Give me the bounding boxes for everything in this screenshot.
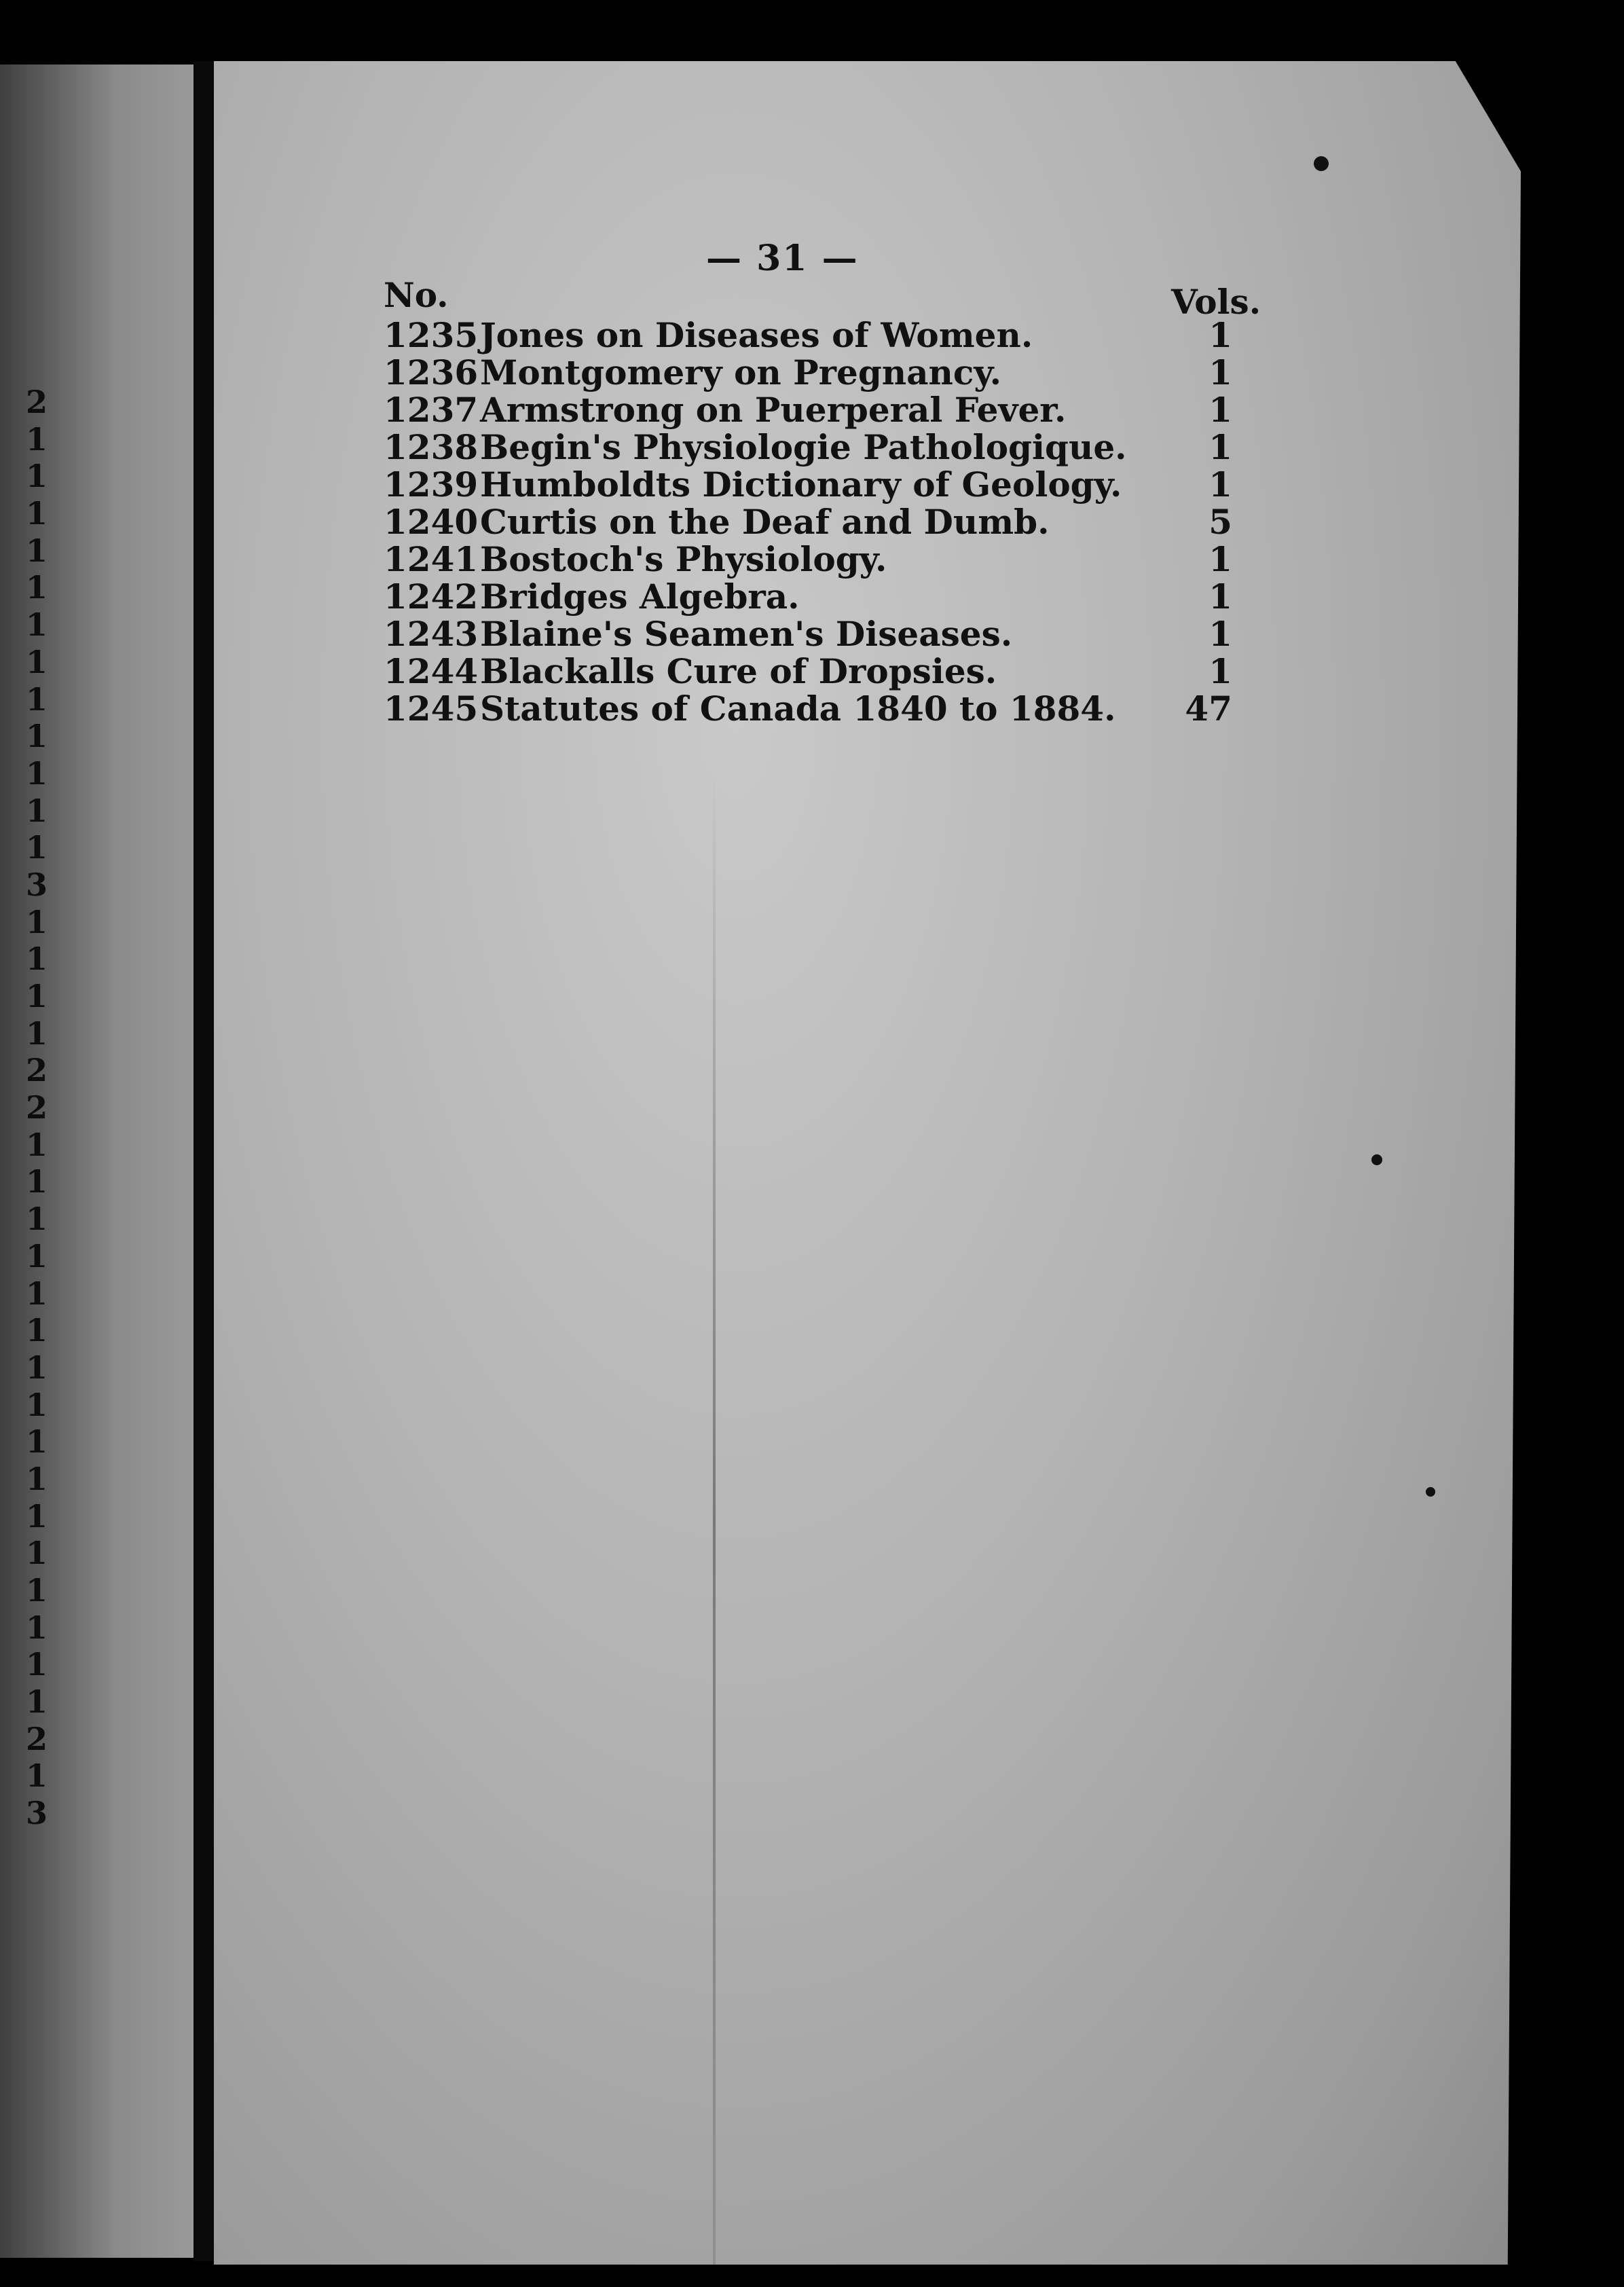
entry-number: 1236 [384,352,479,392]
catalogue-entry [384,428,1266,466]
previous-page-vol-count: 1 [25,1201,48,1238]
entry-title: Blaine's Seamen's Diseases. [480,614,1013,654]
previous-page-vol-count: 1 [25,1163,48,1201]
ink-speck [1314,156,1329,171]
entry-title: Bridges Algebra. [480,577,800,617]
catalogue-entry [384,354,1266,391]
entry-vols: 1 [1208,614,1232,654]
entry-title: Blackalls Cure of Dropsies. [480,651,997,691]
previous-page-vol-count: 1 [25,1535,48,1572]
previous-page-vol-count: 1 [25,829,48,866]
catalogue-entry [384,391,1266,428]
entry-title: Humboldts Dictionary of Geology. [480,464,1122,505]
entry-number: 1241 [384,539,479,579]
previous-page-vol-count: 1 [25,532,48,569]
previous-page-vol-count: 1 [25,1126,48,1163]
previous-page-vol-count: 1 [25,420,48,458]
previous-page-vol-count: 2 [25,384,48,420]
previous-page-vol-count: 1 [25,754,48,792]
previous-page-vol-count: 1 [25,643,48,680]
previous-page-vol-count: 1 [25,1646,48,1683]
previous-page-vol-count: 1 [25,495,48,532]
entry-number: 1238 [384,427,479,467]
entry-title: Jones on Diseases of Women. [480,315,1033,355]
catalogue-entries [384,316,1266,727]
previous-page-vol-count: 2 [25,1052,48,1089]
previous-page-vol-count: 1 [25,940,48,978]
entry-number: 1244 [384,651,479,691]
previous-page-vol-count: 1 [25,1237,48,1275]
previous-page-vol-count: 1 [25,903,48,940]
column-header-vols: Vols. [1171,282,1261,322]
entry-vols: 5 [1208,502,1232,542]
column-header-no: No. [384,275,449,315]
previous-page-vol-count: 1 [25,1014,48,1052]
previous-page-vol-count: 1 [25,1386,48,1423]
entry-vols: 1 [1208,539,1232,579]
catalogue-entry [384,466,1266,503]
previous-page-vol-count: 1 [25,1312,48,1349]
entry-number: 1239 [384,464,479,505]
previous-page-vol-count: 1 [25,1609,48,1646]
previous-page-vol-count: 1 [25,1683,48,1721]
previous-page-vol-count: 1 [25,680,48,718]
catalogue-entry [384,690,1266,727]
page-number: — 31 — [706,238,859,279]
entry-number: 1243 [384,614,479,654]
catalogue-entry [384,653,1266,690]
entry-number: 1237 [384,390,479,430]
previous-page-vol-count: 1 [25,606,48,644]
entry-title: Begin's Physiologie Pathologique. [480,427,1127,467]
entry-number: 1242 [384,577,479,617]
entry-title: Statutes of Canada 1840 to 1884. [480,689,1116,729]
entry-vols: 1 [1208,390,1232,430]
previous-page-vol-count: 1 [25,718,48,755]
entry-title: Curtis on the Deaf and Dumb. [480,502,1050,542]
entry-vols: 1 [1208,427,1232,467]
catalogue-entry [384,316,1266,354]
catalogue-entry [384,541,1266,578]
book-gutter [193,61,214,2261]
entry-vols: 1 [1208,651,1232,691]
previous-page-vol-count: 1 [25,792,48,829]
previous-page-vol-count: 3 [25,1795,48,1832]
entry-vols: 47 [1185,689,1232,729]
ink-speck [1426,1487,1435,1497]
catalogue-entry [384,578,1266,615]
previous-page-edge [0,65,193,2258]
paper-crease [713,774,716,2268]
entry-vols: 1 [1208,315,1232,355]
previous-page-vol-count: 1 [25,978,48,1014]
previous-page-vol-count: 1 [25,1275,48,1312]
previous-page-vol-count: 1 [25,1460,48,1497]
entry-vols: 1 [1208,352,1232,392]
entry-title: Bostoch's Physiology. [480,539,887,579]
previous-page-vol-count: 2 [25,1720,48,1757]
previous-page-vol-count: 3 [25,866,48,903]
entry-vols: 1 [1208,464,1232,505]
catalogue-entry [384,615,1266,653]
previous-page-vol-count: 2 [25,1089,48,1127]
previous-page-vol-column [0,384,48,1832]
entry-number: 1235 [384,315,479,355]
entry-vols: 1 [1208,577,1232,617]
previous-page-vol-count: 1 [25,458,48,495]
entry-number: 1240 [384,502,479,542]
previous-page-vol-count: 1 [25,1572,48,1609]
previous-page-vol-count: 1 [25,1497,48,1535]
ink-speck [1371,1154,1382,1165]
entry-title: Montgomery on Pregnancy. [480,352,1002,392]
previous-page-vol-count: 1 [25,1423,48,1461]
catalogue-entry [384,503,1266,541]
entry-title: Armstrong on Puerperal Fever. [480,390,1067,430]
previous-page-vol-count: 1 [25,1757,48,1795]
previous-page-vol-count: 1 [25,1349,48,1386]
previous-page-vol-count: 1 [25,569,48,606]
entry-number: 1245 [384,689,479,729]
